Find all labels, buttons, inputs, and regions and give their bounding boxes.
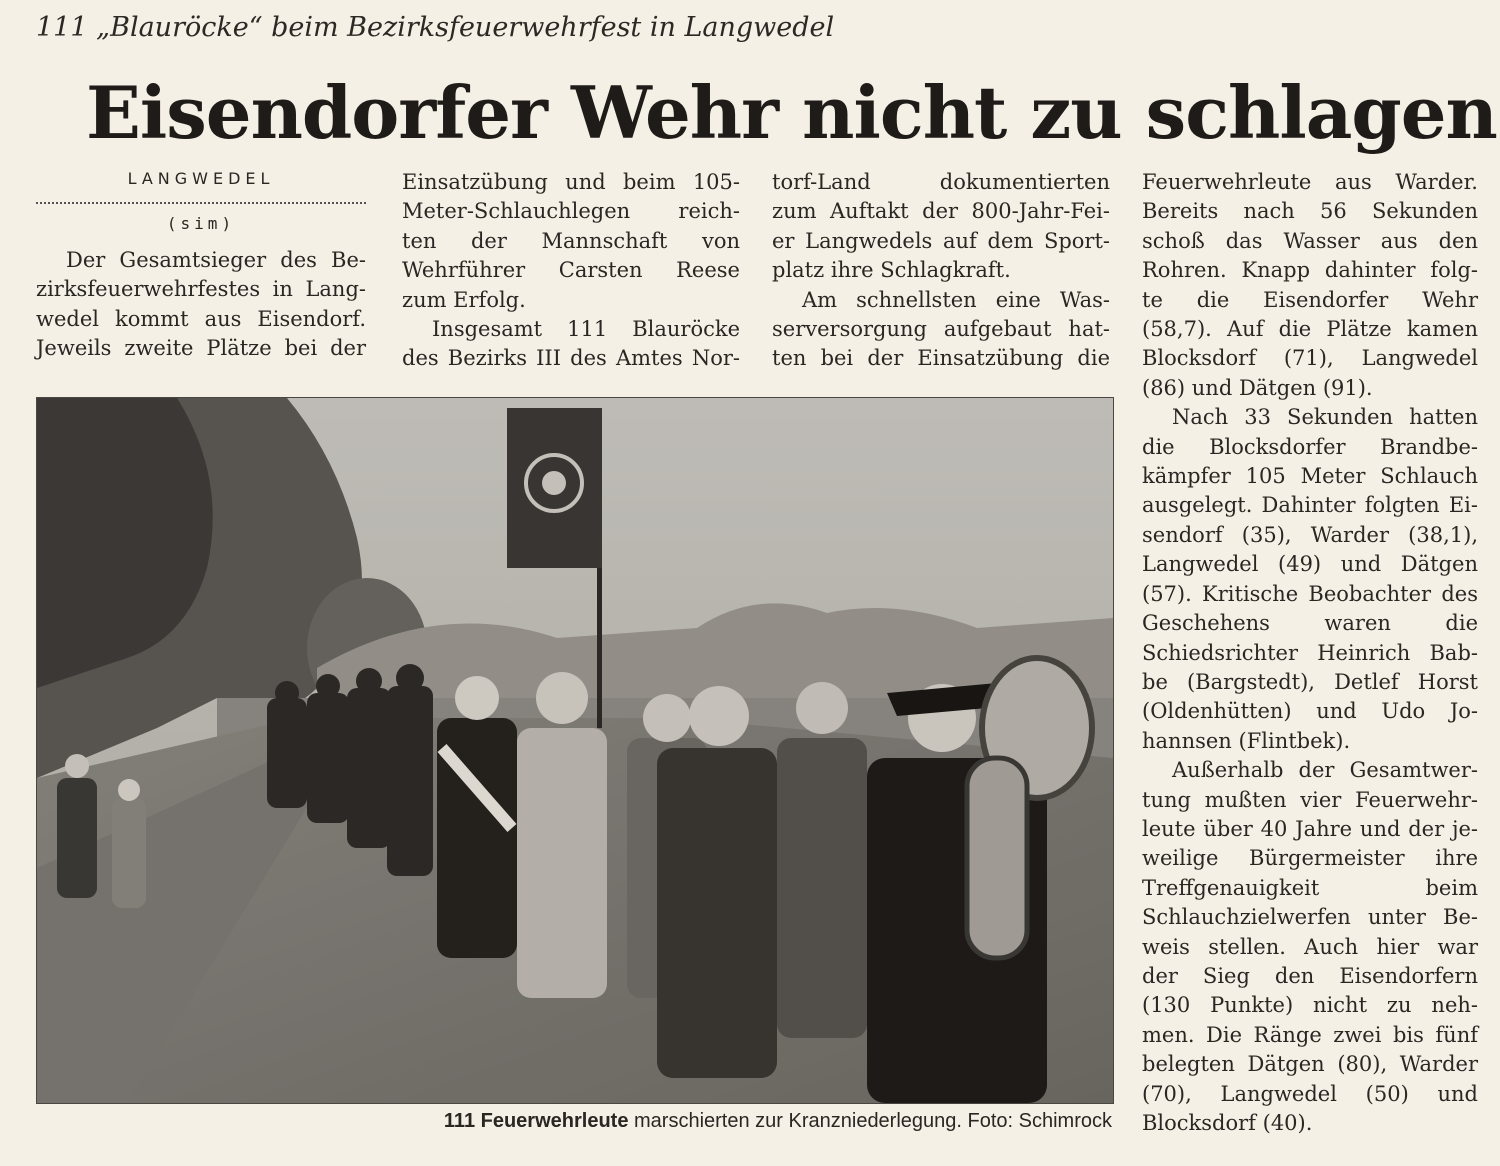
text-line: Nach 33 Sekunden hatten — [1172, 405, 1478, 430]
text-line: der Sieg den Eisendorfern — [1142, 963, 1478, 988]
text-line: Wehrführer Carsten Reese — [402, 258, 740, 283]
text-line: belegten Dätgen (80), Warder — [1142, 1052, 1478, 1077]
text-line: Einsatzübung und beim 105- — [402, 170, 740, 194]
text-line: weilige Bürgermeister ihre — [1142, 846, 1478, 871]
article-headline: Eisendorfer Wehr nicht zu schlagen — [86, 70, 1497, 155]
text-line: kämpfer 105 Meter Schlauch — [1142, 464, 1478, 489]
column-2 — [402, 168, 740, 374]
article-kicker: 111 „Blauröcke“ beim Bezirksfeuerwehrfest in Langwedel — [36, 12, 835, 43]
text-line: (70), Langwedel (50) und — [1142, 1081, 1478, 1106]
text-line: Der Gesamtsieger des Be- — [66, 248, 366, 272]
text-line: Blocksdorf (40). — [1142, 1111, 1313, 1135]
text-line: er Langwedels auf dem Sport- — [772, 228, 1110, 253]
text-line: Schlauchzielwerfen unter Be- — [1142, 905, 1478, 930]
caption-bold: 111 Feuerwehrleute — [443, 1110, 629, 1132]
photo-caption — [36, 1108, 1112, 1134]
text-line: torf-Land dokumentierten — [772, 170, 1110, 194]
text-line: ausgelegt. Dahinter folgten Ei- — [1142, 493, 1478, 518]
caption-text: marschierten zur Kranzniederlegung. Foto: Schimrock — [628, 1110, 1112, 1132]
text-line: ten der Mannschaft von — [402, 228, 740, 253]
text-line: Jeweils zweite Plätze bei der — [36, 336, 366, 361]
article-photo — [36, 397, 1114, 1104]
text-line: Feuerwehrleute aus Warder. — [1142, 170, 1478, 194]
text-line: (Oldenhütten) und Udo Jo- — [1142, 699, 1478, 724]
text-line: Außerhalb der Gesamtwer- — [1172, 758, 1478, 783]
text-line: Insgesamt 111 Blauröcke — [432, 317, 740, 342]
text-line: des Bezirks III des Amtes Nor- — [402, 346, 740, 371]
text-line: leute über 40 Jahre und der je- — [1142, 816, 1478, 841]
text-line: be (Bargstedt), Detlef Horst — [1142, 669, 1478, 694]
text-line: die Blocksdorfer Brandbe- — [1142, 434, 1478, 459]
text-line: schoß das Wasser aus den — [1142, 228, 1478, 253]
dateline: LANGWEDEL — [127, 169, 275, 188]
text-line: Meter-Schlauchlegen reich- — [402, 199, 740, 224]
column-1 — [36, 168, 366, 364]
text-line: (57). Kritische Beobachter des — [1142, 581, 1478, 606]
text-line: (86) und Dätgen (91). — [1142, 375, 1373, 400]
dotted-divider — [36, 202, 366, 204]
text-line: Am schnellsten eine Was- — [802, 287, 1110, 312]
text-line: ten bei der Einsatzübung die — [772, 346, 1110, 371]
text-line: weis stellen. Auch hier war — [1142, 934, 1478, 959]
text-line: Geschehens waren die — [1142, 611, 1478, 636]
author-tag: (sim) — [166, 214, 236, 233]
text-line: Langwedel (49) und Dätgen — [1142, 552, 1478, 577]
column-3 — [772, 168, 1110, 374]
text-line: zum Auftakt der 800-Jahr-Fei- — [772, 199, 1110, 224]
text-line: te die Eisendorfer Wehr — [1142, 287, 1478, 312]
text-line: zum Erfolg. — [402, 287, 526, 312]
text-line: (58,7). Auf die Plätze kamen — [1142, 317, 1478, 342]
text-line: men. Die Ränge zwei bis fünf — [1142, 1022, 1478, 1047]
text-line: hannsen (Flintbek). — [1142, 728, 1351, 753]
text-line: Blocksdorf (71), Langwedel — [1142, 346, 1478, 371]
text-line: zirksfeuerwehrfestes in Lang- — [36, 277, 366, 302]
parade-photo-illustration — [37, 398, 1113, 1103]
text-line: Rohren. Knapp dahinter folg- — [1142, 258, 1478, 283]
text-line: platz ihre Schlagkraft. — [772, 258, 1011, 283]
text-line: wedel kommt aus Eisendorf. — [36, 306, 366, 331]
text-line: tung mußten vier Feuerwehr- — [1142, 787, 1478, 812]
text-line: Schiedsrichter Heinrich Bab- — [1142, 640, 1478, 665]
text-line: serversorgung aufgebaut hat- — [772, 317, 1110, 342]
text-line: sendorf (35), Warder (38,1), — [1142, 522, 1478, 547]
column-4 — [1142, 168, 1478, 1138]
column-1-text — [36, 246, 366, 364]
text-line: Bereits nach 56 Sekunden — [1142, 199, 1478, 224]
text-line: Treffgenauigkeit beim — [1142, 875, 1478, 900]
text-line: (130 Punkte) nicht zu neh- — [1142, 993, 1478, 1018]
